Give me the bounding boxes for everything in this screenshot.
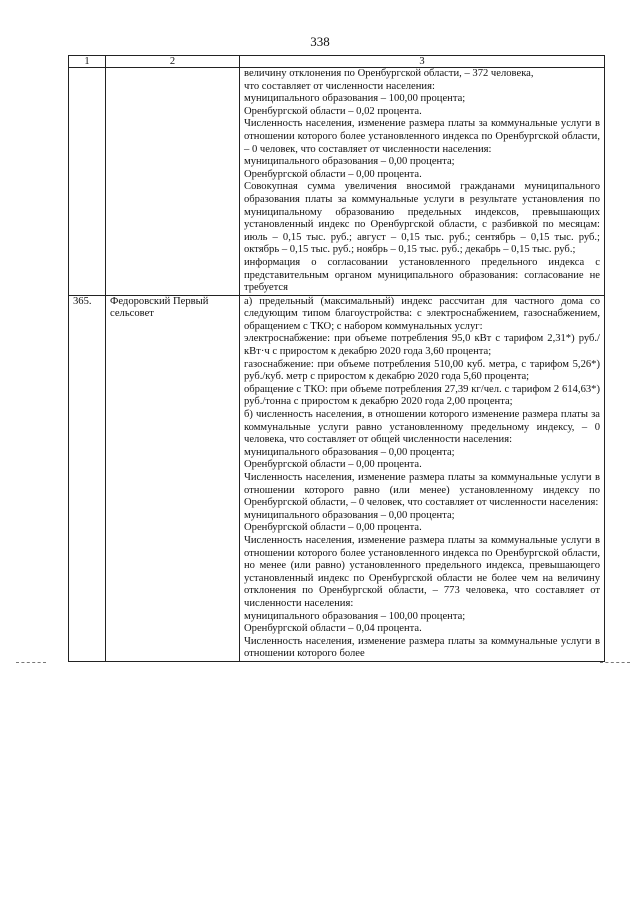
text-paragraph: Совокупная сумма увеличения вносимой гражданами муниципального образования платы за коммунальные услуги в результате установления по муниципальному образованию предельных индексов, превышающих установленный индекс по Оренбургской области, с разбивкой по месяцам: июль – 0,15 тыс. руб.; август – 0,15 тыс. руб.; сентябрь – 0,15 тыс. руб.; октябрь – 0,15 тыс. руб.; ноябрь – 0,15 тыс. руб.; декабрь – 0,15 тыс. руб.; — [244, 181, 600, 256]
text-paragraph: обращение с ТКО: при объеме потребления 27,39 кг/чел. с тарифом 2 614,63*) руб./тонна с приростом к декабрю 2020 года 2,00 процента; — [244, 383, 600, 408]
table-header-row — [69, 56, 605, 68]
row-name-cell: Федоровский Первый сельсовет — [106, 295, 240, 661]
table-row-365 — [69, 295, 605, 661]
text-paragraph: Численность населения, изменение размера платы за коммунальные услуги в отношении которого более установленного индекса по Оренбургской области, но менее (или равно) установленного предельного индекса, превышающего установленный индекс по Оренбургской области не более чем на величину отклонения по Оренбургской области, – 773 человека, что составляет от численности населения: — [244, 534, 600, 609]
column-header-1: 1 — [69, 56, 106, 68]
text-paragraph: Численность населения, изменение размера платы за коммунальные услуги в отношении которого более — [244, 635, 600, 660]
text-paragraph: б) численность населения, в отношении которого изменение размера платы за коммунальные услуги равно установленному предельному индексу, – 0 человека, что составляет от общей численности населения: — [244, 409, 600, 446]
text-paragraph: что составляет от численности населения: — [244, 80, 435, 92]
text-paragraph: газоснабжение: при объеме потребления 510,00 куб. метра, с тарифом 5,26*) руб./куб. метр с приростом к декабрю 2020 года 5,60 процента; — [244, 358, 600, 383]
text-paragraph: электроснабжение: при объеме потребления 95,0 кВт с тарифом 2,31*) руб./кВт·ч с приростом к декабрю 2020 года 3,60 процента; — [244, 333, 600, 358]
text-paragraph: Оренбургской области – 0,00 процента. — [244, 459, 422, 471]
text-paragraph: муниципального образования – 0,00 процента; — [244, 446, 455, 458]
text-paragraph: информация о согласовании установленного предельного индекса с представительным органом муниципального образования: согласование не требуется — [244, 256, 600, 294]
text-paragraph: Численность населения, изменение размера платы за коммунальные услуги в отношении которого более установленного индекса по Оренбургской области, – 0 человек, что составляет от численности населения: — [244, 118, 600, 155]
page-break-mark-right — [600, 662, 630, 663]
text-paragraph: Численность населения, изменение размера платы за коммунальные услуги в отношении которого равно (или менее) установленному индексу по Оренбургской области, – 0 человек, что составляет от численности населения: — [244, 472, 600, 509]
text-paragraph: муниципального образования – 0,00 процента; — [244, 509, 455, 521]
text-paragraph: величину отклонения по Оренбургской области, – 372 человека, — [244, 68, 534, 79]
text-paragraph: муниципального образования – 100,00 процента; — [244, 93, 466, 105]
row-number-cell — [69, 68, 106, 296]
text-paragraph: муниципального образования – 0,00 процента; — [244, 156, 455, 168]
text-paragraph: Оренбургской области – 0,04 процента. — [244, 623, 422, 635]
row-text-cell — [240, 68, 605, 296]
row-number-cell: 365. — [69, 295, 106, 661]
text-paragraph: муниципального образования – 100,00 процента; — [244, 610, 466, 622]
page-break-mark-left — [16, 662, 46, 663]
text-paragraph: Оренбургской области – 0,02 процента. — [244, 105, 422, 117]
row-text-cell — [240, 295, 605, 661]
municipal-index-table — [68, 55, 605, 662]
column-header-2: 2 — [106, 56, 240, 68]
page-number: 338 — [310, 34, 330, 49]
text-paragraph: Оренбургской области – 0,00 процента. — [244, 522, 422, 534]
row-name-cell — [106, 68, 240, 296]
column-header-3: 3 — [240, 56, 605, 68]
text-paragraph: а) предельный (максимальный) индекс рассчитан для частного дома со следующим типом благоустройства: с электроснабжением, газоснабжением, обращением с ТКО; с набором коммунальных услуг: — [244, 295, 600, 332]
text-paragraph: Оренбургской области – 0,00 процента. — [244, 168, 422, 180]
table-row-continued — [69, 68, 605, 296]
